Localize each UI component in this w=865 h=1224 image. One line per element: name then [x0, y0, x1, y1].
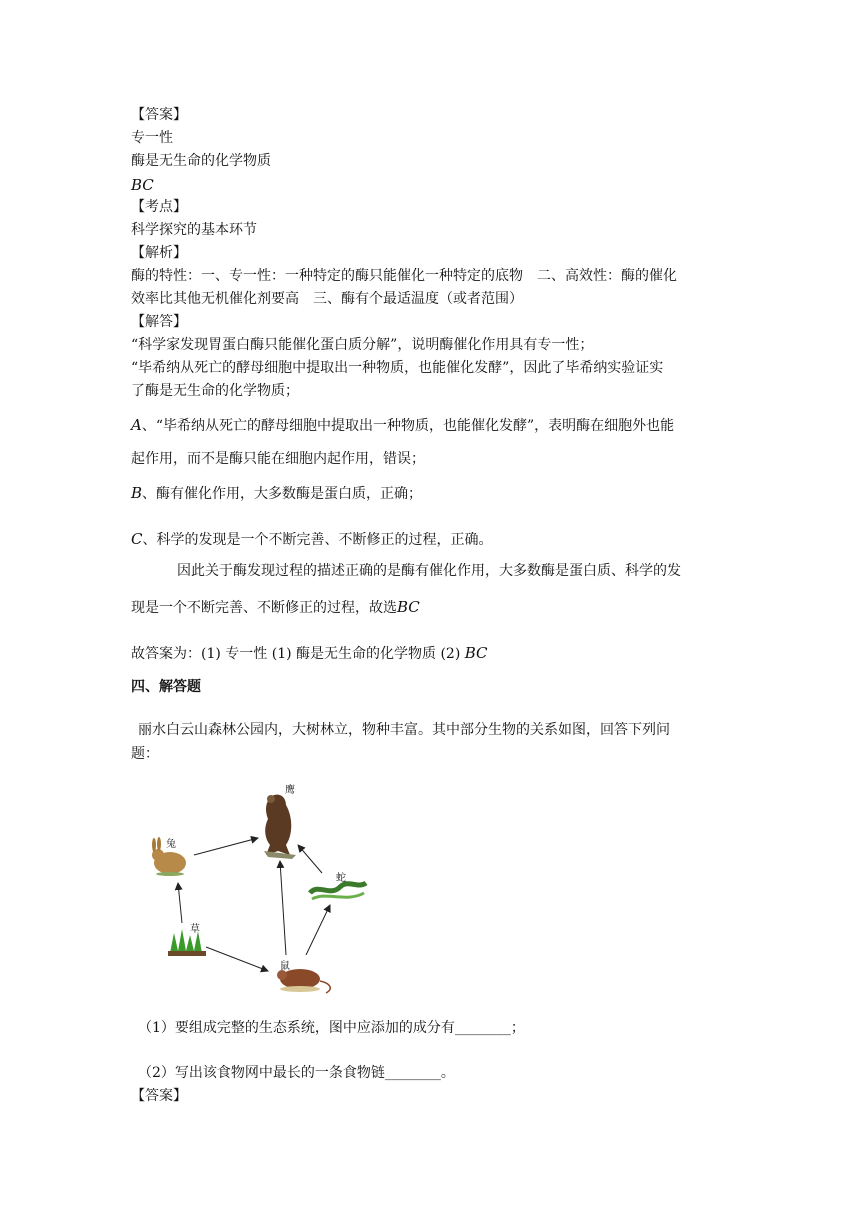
option-a-line-2: 起作用，而不是酶只能在细胞内起作用，错误； — [131, 451, 425, 467]
food-web-diagram — [140, 775, 380, 1000]
question-1: （1）要组成完整的生态系统，图中应添加的成分有________； — [138, 1020, 525, 1036]
eagle-illustration — [264, 795, 296, 859]
jieda-line-2: “毕希纳从死亡的酵母细胞中提取出一种物质，也能催化发酵”，因此了毕希纳实验证实 — [131, 360, 664, 376]
arrow-grass-to-rabbit — [178, 883, 182, 923]
option-c-letter: C — [131, 530, 143, 548]
kaodian-heading: 【考点】 — [131, 199, 187, 215]
arrow-mouse-to-snake — [306, 905, 330, 955]
option-c-text: 、科学的发现是一个不断完善、不断修正的过程，正确。 — [142, 532, 493, 548]
conclusion-line-2 — [131, 597, 420, 618]
option-b-text: 、酶有催化作用，大多数酶是蛋白质，正确； — [142, 486, 423, 502]
kaodian-text: 科学探究的基本环节 — [131, 222, 257, 238]
final-answer-text: 故答案为：(1) 专一性 (1) 酶是无生命的化学物质 (2) — [131, 646, 461, 662]
conclusion-answer: BC — [397, 598, 420, 616]
snake-illustration — [310, 883, 366, 899]
answer-3: BC — [131, 176, 154, 194]
jiexi-line-1: 酶的特性：一、专一性：一种特定的酶只能催化一种特定的底物 二、高效性：酶的催化 — [131, 268, 677, 284]
label-grass: 草 — [190, 924, 200, 935]
label-snake: 蛇 — [336, 873, 346, 884]
jiexi-line-2: 效率比其他无机催化剂要高 三、酶有个最适温度（或者范围） — [131, 291, 523, 307]
section-title: 四、解答题 — [131, 679, 201, 695]
arrow-rabbit-to-eagle — [194, 838, 258, 855]
option-b-line — [131, 483, 422, 504]
question-2: （2）写出该食物网中最长的一条食物链________。 — [138, 1065, 455, 1081]
label-mouse: 鼠 — [280, 961, 290, 972]
conclusion-line-1: 因此关于酶发现过程的描述正确的是酶有催化作用，大多数酶是蛋白质、科学的发 — [177, 563, 681, 579]
option-a-letter: A — [131, 416, 142, 434]
option-a-text: 、“毕希纳从死亡的酵母细胞中提取出一种物质，也能催化发酵”，表明酶在细胞外也能 — [141, 418, 675, 434]
label-eagle: 鹰 — [285, 785, 295, 796]
label-rabbit: 兔 — [166, 839, 176, 850]
question-line-2: 题： — [131, 746, 159, 762]
option-c-line — [131, 529, 492, 550]
jieda-line-3: 了酶是无生命的化学物质； — [131, 383, 299, 399]
jieda-line-1: “科学家发现胃蛋白酶只能催化蛋白质分解”，说明酶催化作用具有专一性； — [131, 337, 594, 353]
question-line-1: 丽水白云山森林公园内，大树林立，物种丰富。其中部分生物的关系如图，回答下列问 — [138, 722, 670, 738]
arrow-mouse-to-eagle — [280, 861, 286, 955]
answer-2: 酶是无生命的化学物质 — [131, 153, 271, 169]
answer-1: 专一性 — [131, 130, 173, 146]
mouse-illustration — [277, 969, 330, 993]
arrow-snake-to-eagle — [298, 845, 322, 873]
jieda-heading: 【解答】 — [131, 314, 187, 330]
final-answer-value: BC — [464, 644, 488, 662]
grass-illustration — [168, 929, 206, 956]
jiexi-heading: 【解析】 — [131, 245, 187, 261]
answer-heading-2: 【答案】 — [131, 1088, 187, 1104]
arrow-grass-to-mouse — [206, 947, 268, 971]
option-b-letter: B — [131, 484, 143, 502]
answer-heading: 【答案】 — [131, 107, 187, 123]
option-a-line-1 — [131, 415, 674, 436]
final-answer-line — [131, 643, 488, 664]
conclusion-text: 现是一个不断完善、不断修正的过程，故选 — [131, 600, 397, 616]
